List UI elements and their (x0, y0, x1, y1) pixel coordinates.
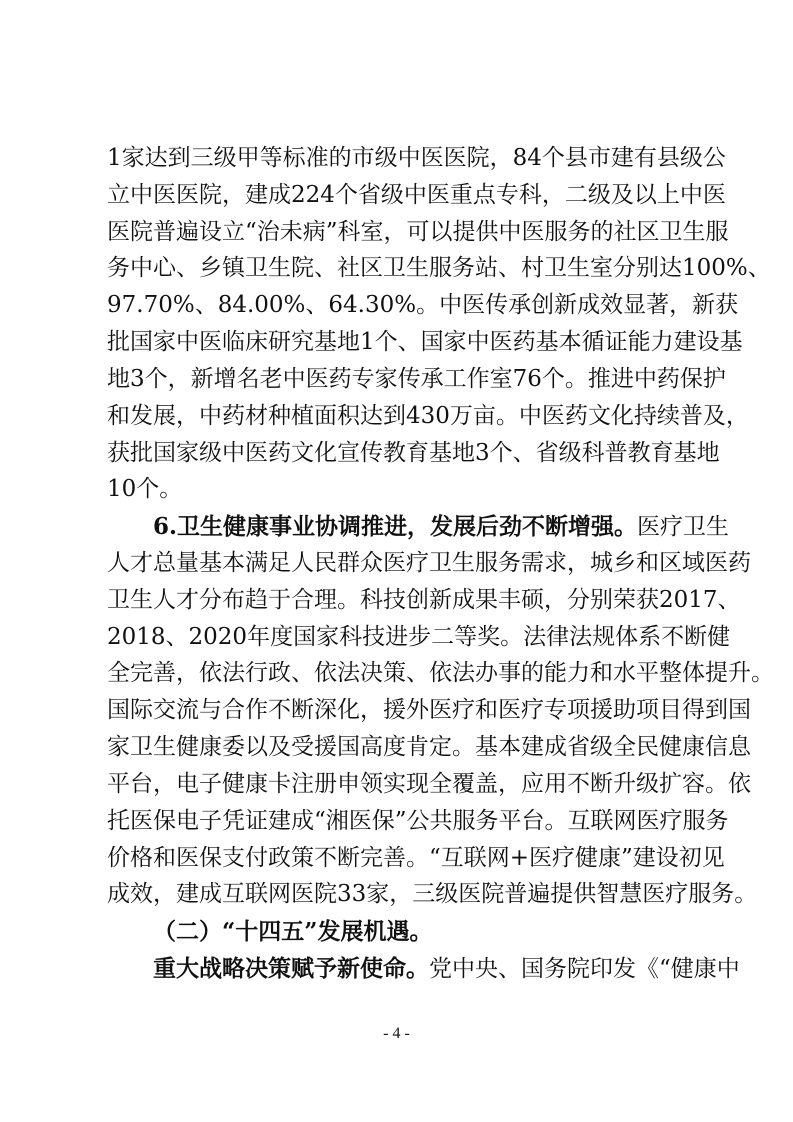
text-line: 家卫生健康委以及受援国高度肯定。基本建成省级全民健康信息 (107, 734, 751, 760)
text-line: 价格和医保支付政策不断完善。“互联网+医疗健康”建设初见 (107, 845, 725, 871)
text-line: 卫生人才分布趋于合理。科技创新成果丰硕，分别荣获2017、 (107, 587, 741, 613)
text-line: 成效，建成互联网医院33家，三级医院普遍提供智慧医疗服务。 (107, 881, 758, 907)
text-line: 地3个，新增名老中医药专家传承工作室76个。推进中药保护 (107, 366, 726, 392)
text-line: 和发展，中药材种植面积达到430万亩。中医药文化持续普及， (107, 403, 749, 429)
paragraph-heading: 重大战略决策赋予新使命。 (153, 955, 429, 982)
paragraph-first-line (153, 508, 730, 545)
text-line: 国际交流与合作不断深化，援外医疗和医疗专项援助项目得到国 (107, 697, 751, 723)
text-line: 批国家中医临床研究基地1个、国家中医药基本循证能力建设基 (107, 329, 743, 355)
text-line: 1家达到三级甲等标准的市级中医医院，84个县市建有县级公 (107, 145, 726, 171)
text-line: 获批国家级中医药文化宣传教育基地3个、省级科普教育基地 (107, 440, 720, 466)
text-line: 97.70%、84.00%、64.30%。中医传承创新成效显著，新获 (107, 292, 739, 318)
text-line: 托医保电子凭证建成“湘医保”公共服务平台。互联网医疗服务 (107, 808, 729, 834)
paragraph-text: 党中央、国务院印发《“健康中 (429, 956, 740, 982)
section-heading: （二）“十四五”发展机遇。 (153, 918, 433, 945)
text-line: 人才总量基本满足人民群众医疗卫生服务需求，城乡和区域医药 (107, 550, 751, 576)
text-line: 平台，电子健康卡注册申领实现全覆盖，应用不断升级扩容。依 (107, 771, 751, 797)
paragraph-text: 医疗卫生 (637, 514, 730, 540)
paragraph-first-line (153, 950, 740, 987)
paragraph-heading: 6.卫生健康事业协调推进，发展后劲不断增强。 (153, 513, 638, 540)
text-line: 全完善，依法行政、依法决策、依法办事的能力和水平整体提升。 (107, 660, 774, 686)
text-line: 10个。 (107, 476, 183, 502)
text-line: 务中心、乡镇卫生院、社区卫生服务站、村卫生室分别达100%、 (107, 255, 771, 281)
text-line: 2018、2020年度国家科技进步二等奖。法律法规体系不断健 (107, 624, 731, 650)
text-line: 立中医医院，建成224个省级中医重点专科，二级及以上中医 (107, 182, 726, 208)
page-number: - 4 - (383, 1025, 410, 1042)
text-line: 医院普遍设立“治未病”科室，可以提供中医服务的社区卫生服 (107, 219, 729, 245)
